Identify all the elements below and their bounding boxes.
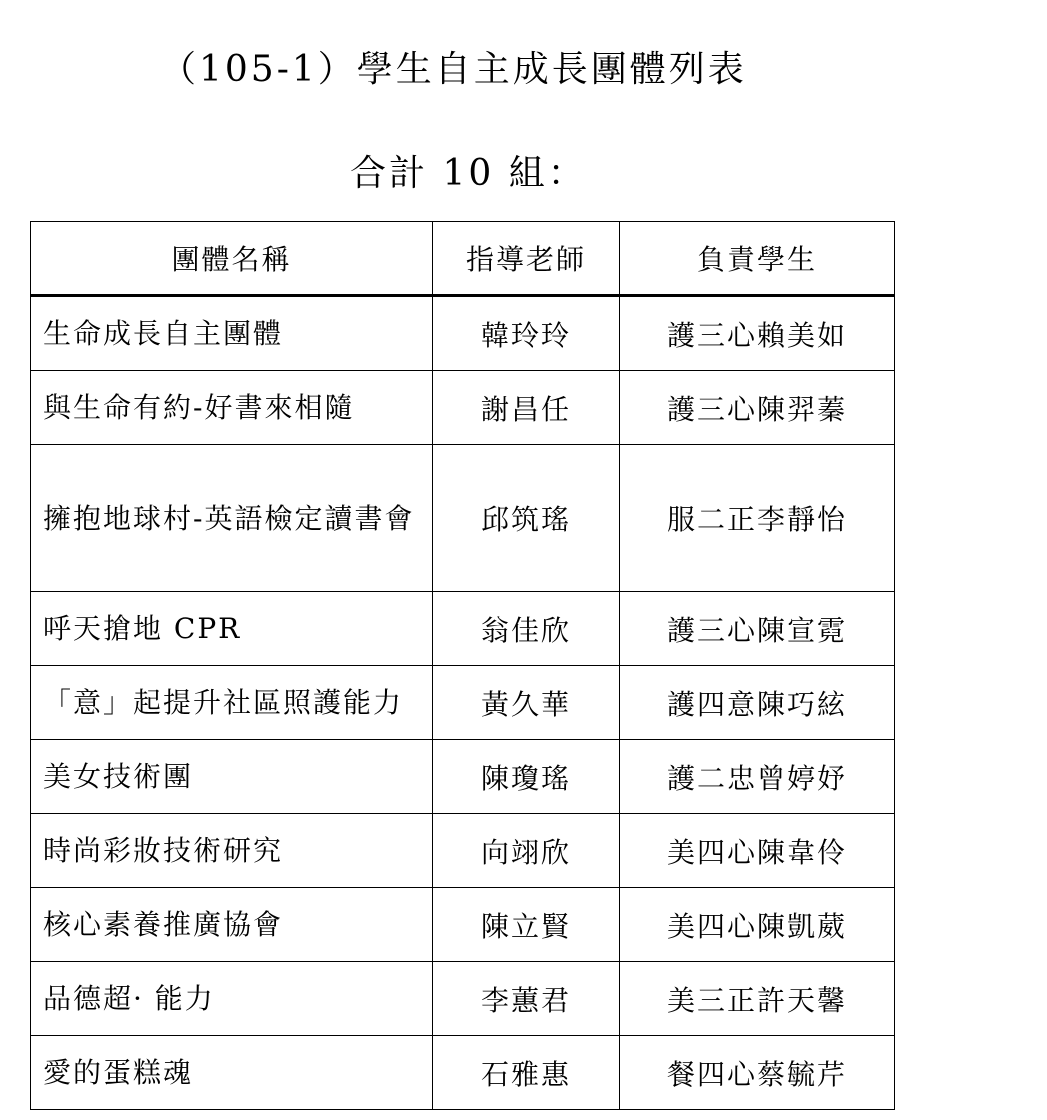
group-name-cell: 與生命有約-好書來相隨 xyxy=(31,371,433,445)
student-cell: 服二正李靜怡 xyxy=(620,445,895,592)
table-row xyxy=(31,371,895,445)
group-name-cell: 呼天搶地 CPR xyxy=(31,592,433,666)
advisor-cell: 石雅惠 xyxy=(433,1036,620,1110)
group-name-cell: 生命成長自主團體 xyxy=(31,296,433,371)
group-name-cell: 「意」起提升社區照護能力 xyxy=(31,666,433,740)
advisor-cell: 黃久華 xyxy=(433,666,620,740)
advisor-cell: 陳瓊瑤 xyxy=(433,740,620,814)
group-name-cell: 擁抱地球村-英語檢定讀書會 xyxy=(31,445,433,592)
group-name-cell: 品德超· 能力 xyxy=(31,962,433,1036)
header-advisor: 指導老師 xyxy=(433,222,620,296)
student-cell: 美三正許天馨 xyxy=(620,962,895,1036)
group-name-cell: 美女技術團 xyxy=(31,740,433,814)
table-row xyxy=(31,814,895,888)
table-row xyxy=(31,962,895,1036)
group-name-cell: 時尚彩妝技術研究 xyxy=(31,814,433,888)
student-cell: 護三心陳羿蓁 xyxy=(620,371,895,445)
table-row xyxy=(31,1036,895,1110)
advisor-cell: 韓玲玲 xyxy=(433,296,620,371)
student-cell: 護三心賴美如 xyxy=(620,296,895,371)
table-row xyxy=(31,666,895,740)
group-count-subtitle: 合計 10 組： xyxy=(350,153,587,194)
table-row xyxy=(31,296,895,371)
table-row xyxy=(31,592,895,666)
table-row xyxy=(31,740,895,814)
student-cell: 護四意陳巧絃 xyxy=(620,666,895,740)
advisor-cell: 李蕙君 xyxy=(433,962,620,1036)
advisor-cell: 向翊欣 xyxy=(433,814,620,888)
header-group-name: 團體名稱 xyxy=(31,222,433,296)
table-header-row xyxy=(31,222,895,296)
student-cell: 美四心陳凱葳 xyxy=(620,888,895,962)
groups-table xyxy=(30,221,895,1110)
student-cell: 護三心陳宣霓 xyxy=(620,592,895,666)
advisor-cell: 陳立賢 xyxy=(433,888,620,962)
header-student-lead: 負責學生 xyxy=(620,222,895,296)
student-cell: 護二忠曾婷妤 xyxy=(620,740,895,814)
table-row xyxy=(31,445,895,592)
table-row xyxy=(31,888,895,962)
advisor-cell: 謝昌任 xyxy=(433,371,620,445)
page-title: （105-1）學生自主成長團體列表 xyxy=(160,49,747,90)
advisor-cell: 翁佳欣 xyxy=(433,592,620,666)
group-name-cell: 愛的蛋糕魂 xyxy=(31,1036,433,1110)
group-name-cell: 核心素養推廣協會 xyxy=(31,888,433,962)
student-cell: 美四心陳韋伶 xyxy=(620,814,895,888)
student-cell: 餐四心蔡毓芹 xyxy=(620,1036,895,1110)
advisor-cell: 邱筑瑤 xyxy=(433,445,620,592)
